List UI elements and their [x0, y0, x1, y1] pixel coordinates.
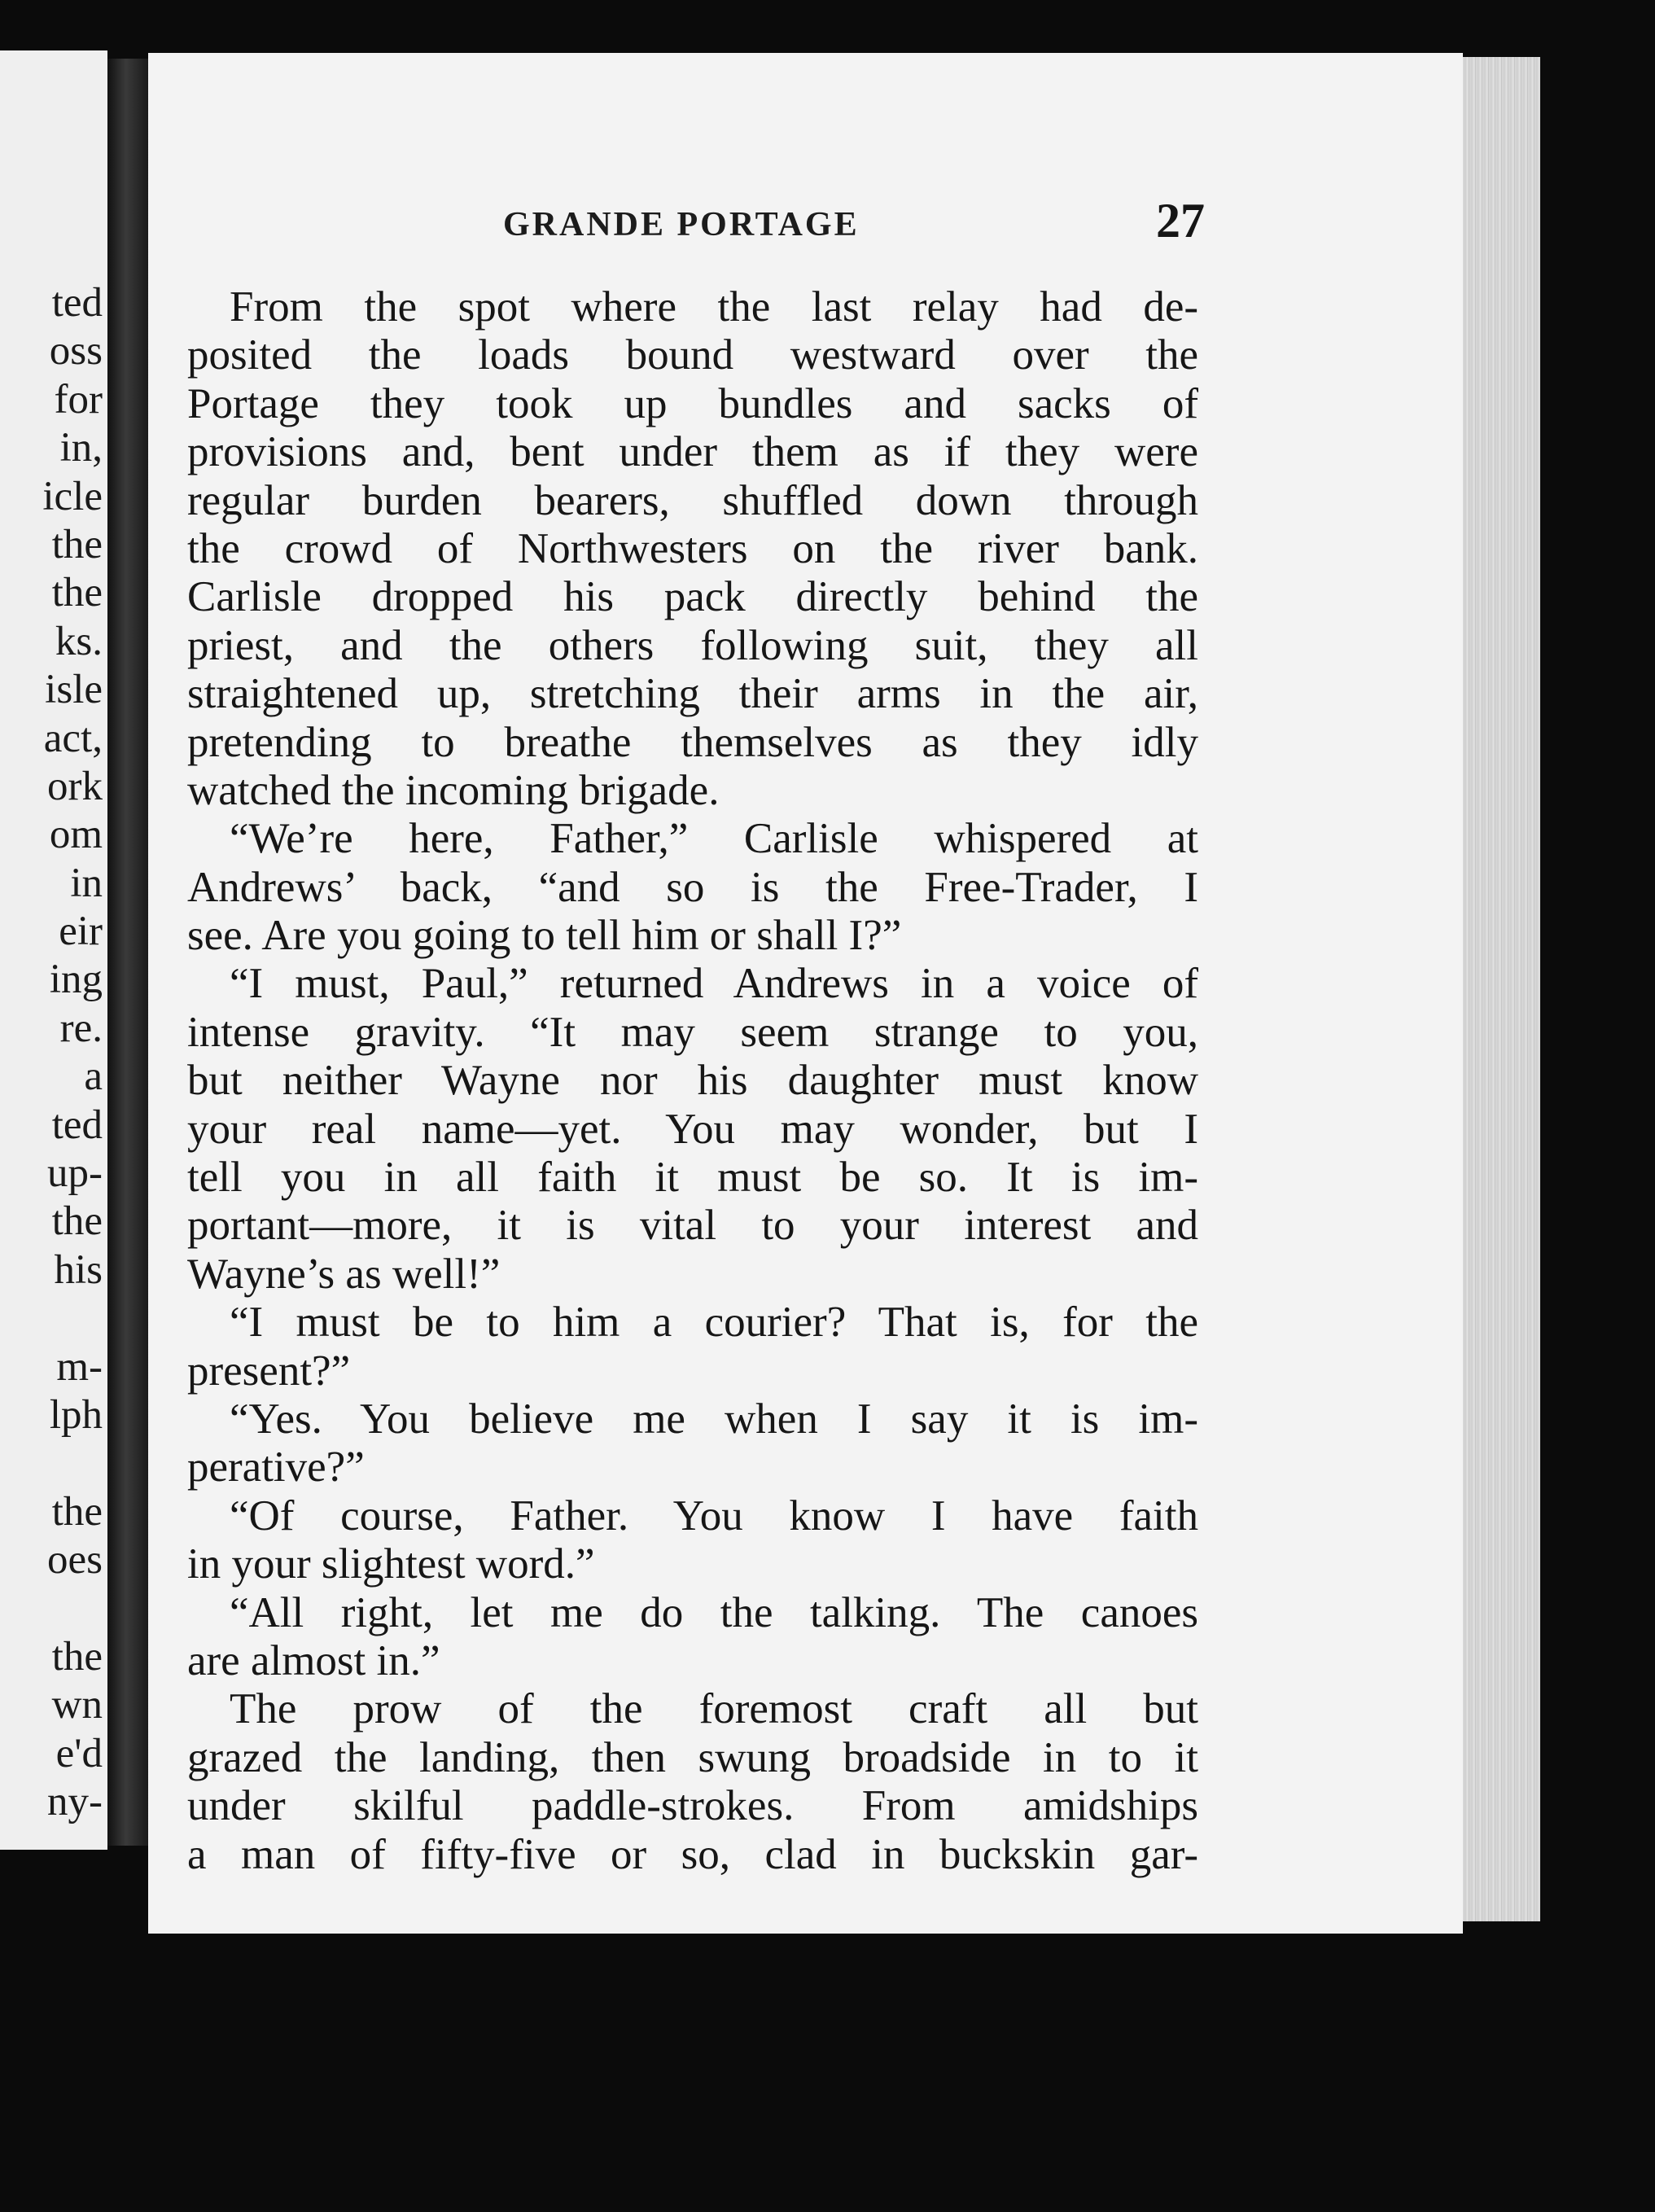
text-line: a man of fifty-five or so, clad in buckskin gar- [187, 1830, 1198, 1878]
text-line: From the spot where the last relay had de- [230, 283, 1198, 331]
text-line: in your slightest word.” [187, 1540, 595, 1588]
text-line: tell you in all faith it must be so. It is im- [187, 1154, 1198, 1202]
fragment-line: the [51, 1198, 103, 1245]
running-head: GRANDE PORTAGE [503, 206, 860, 243]
text-line: Wayne’s as well!” [187, 1250, 501, 1298]
fragment-line: re. [59, 1005, 103, 1051]
text-line: intense gravity. “It may seem strange to you, [187, 1008, 1198, 1056]
text-line: “All right, let me do the talking. The canoes [230, 1588, 1198, 1636]
facing-page-text-fragments [42, 279, 103, 1827]
text-line: watched the incoming brigade. [187, 766, 720, 814]
text-line: regular burden bearers, shuffled down through [187, 476, 1198, 524]
fragment-line: oes [47, 1537, 103, 1583]
fragment-line: the [51, 521, 103, 567]
text-line: pretending to breathe themselves as they idly [187, 718, 1198, 766]
text-line: The prow of the foremost craft all but [230, 1685, 1198, 1733]
text-line: Andrews’ back, “and so is the Free-Trader, I [187, 863, 1198, 911]
fragment-line: the [51, 570, 103, 616]
page-edges [1463, 57, 1540, 1921]
page-number: 27 [1156, 194, 1205, 247]
text-line: but neither Wayne nor his daughter must know [187, 1057, 1198, 1105]
fragment-line: om [49, 812, 103, 858]
text-line: “Yes. You believe me when I say it is im- [230, 1395, 1198, 1443]
text-line: present?” [187, 1347, 351, 1395]
text-line: “Of course, Father. You know I have faith [230, 1491, 1198, 1540]
fragment-line: oss [49, 328, 103, 375]
fragment-line: ork [47, 763, 103, 809]
fragment-line: ted [51, 280, 103, 326]
text-line: posited the loads bound westward over the [187, 331, 1198, 379]
text-line: straightened up, stretching their arms in the air, [187, 670, 1198, 718]
page-header [187, 189, 1205, 262]
fragment-line: act, [43, 715, 103, 761]
fragment-line: icle [42, 473, 103, 519]
fragment-line: lph [49, 1391, 103, 1438]
text-line: Carlisle dropped his pack directly behind the [187, 573, 1198, 621]
text-line: the crowd of Northwesters on the river bank. [187, 524, 1198, 572]
text-line: “We’re here, Father,” Carlisle whispered at [230, 815, 1198, 863]
fragment-line [42, 1294, 103, 1343]
fragment-line: in, [59, 425, 103, 471]
fragment-line [42, 1439, 103, 1487]
fragment-line: m- [56, 1343, 103, 1390]
fragment-line [42, 1585, 103, 1633]
fragment-line: his [54, 1246, 103, 1293]
text-line: under skilful paddle-strokes. From amidships [187, 1782, 1198, 1830]
body-text [187, 283, 1198, 1879]
text-line: priest, and the others following suit, they all [187, 621, 1198, 669]
fragment-line: wn [51, 1682, 103, 1728]
fragment-line: up- [47, 1150, 103, 1197]
fragment-line: isle [45, 667, 103, 713]
text-line: see. Are you going to tell him or shall I?” [187, 912, 902, 960]
text-line: grazed the landing, then swung broadside in to it [187, 1733, 1198, 1781]
text-line: “I must be to him a courier? That is, for the [230, 1299, 1198, 1347]
fragment-line: the [51, 1488, 103, 1535]
fragment-line: eir [59, 909, 103, 955]
fragment-line: in [70, 860, 103, 906]
fragment-line: ted [51, 1102, 103, 1148]
text-line: portant—more, it is vital to your interest and [187, 1202, 1198, 1250]
text-line: are almost in.” [187, 1636, 440, 1684]
fragment-line: ing [49, 957, 103, 1003]
fragment-line: for [54, 376, 103, 423]
book-spine-gutter [107, 59, 148, 1846]
text-line: Portage they took up bundles and sacks of [187, 379, 1198, 427]
fragment-line: the [51, 1633, 103, 1680]
fragment-line: ny- [47, 1779, 103, 1825]
fragment-line: ks. [55, 618, 103, 664]
facing-page-left [0, 50, 107, 1850]
text-line: provisions and, bent under them as if they were [187, 428, 1198, 476]
text-line: your real name—yet. You may wonder, but I [187, 1105, 1198, 1153]
fragment-line: e'd [55, 1730, 103, 1776]
text-line: “I must, Paul,” returned Andrews in a voice of [230, 960, 1198, 1008]
fragment-line: a [84, 1053, 103, 1100]
text-line: perative?” [187, 1443, 365, 1491]
